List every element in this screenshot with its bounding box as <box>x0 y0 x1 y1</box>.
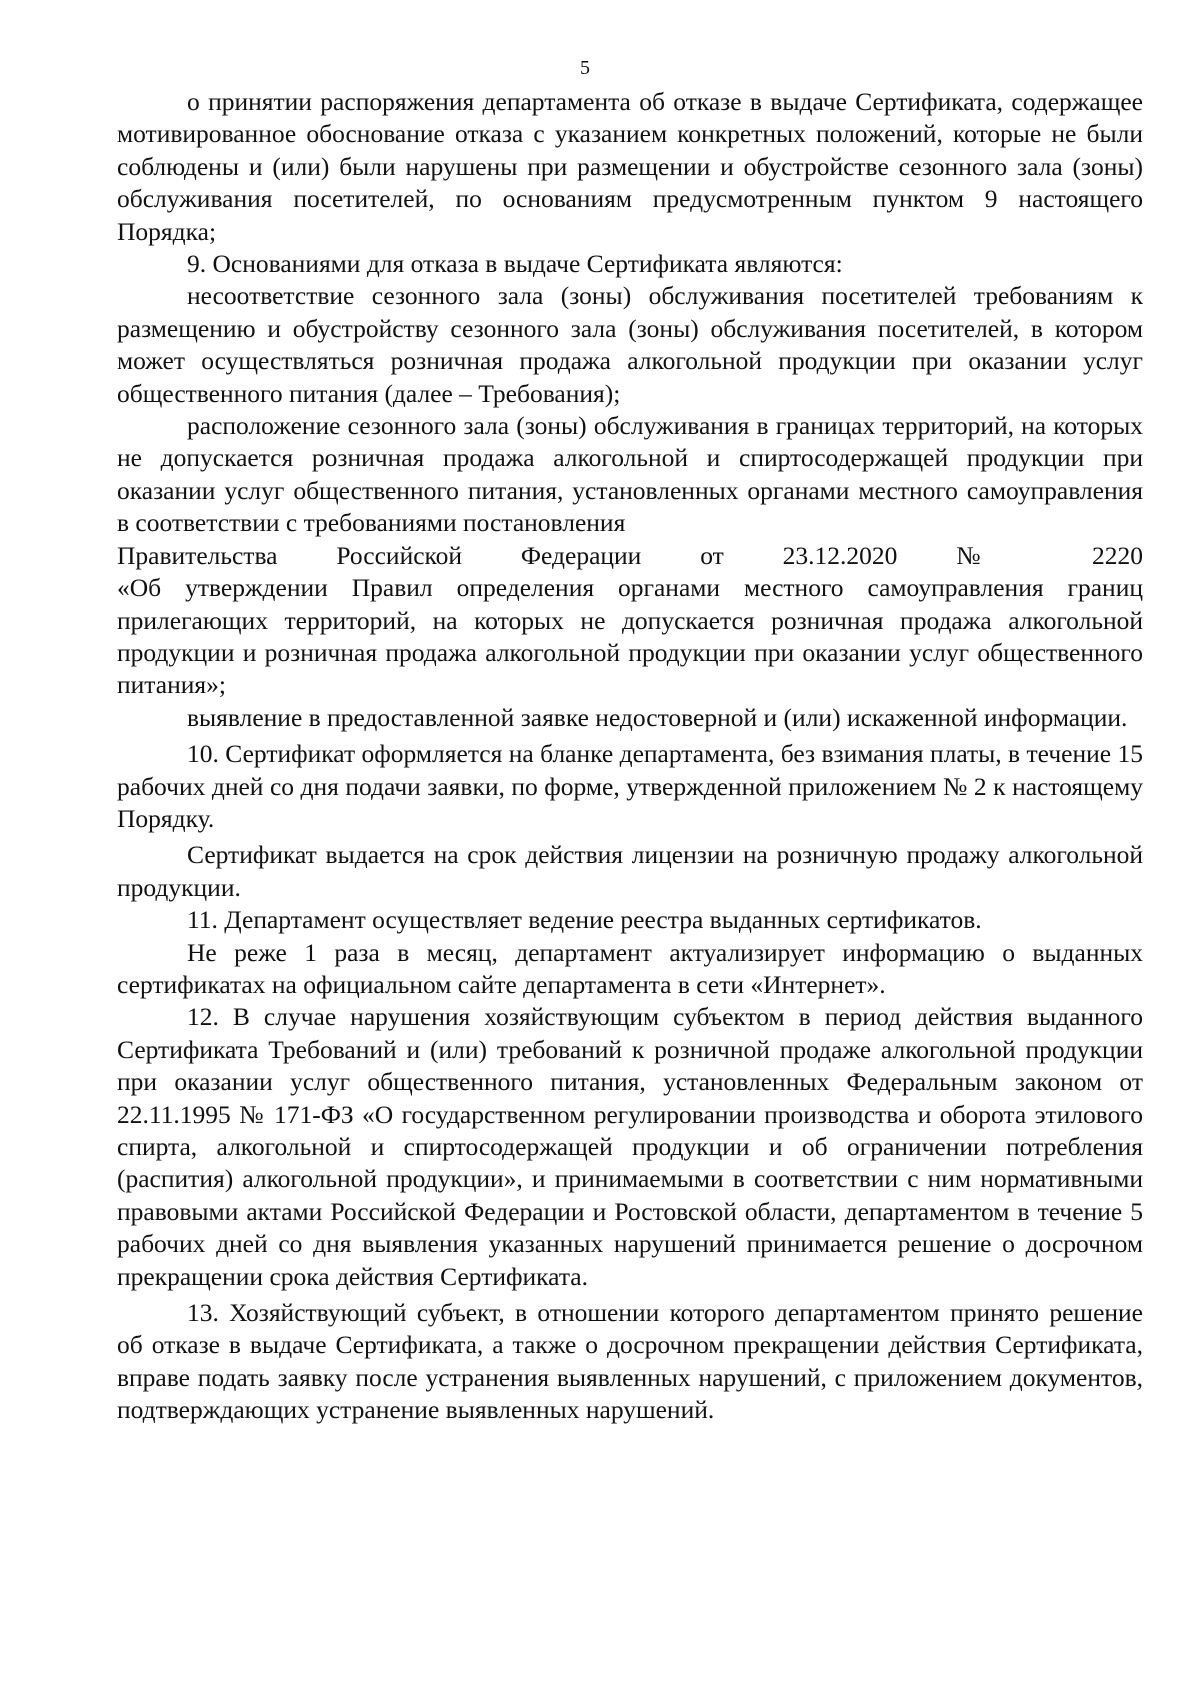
paragraph-certificate-term: Сертификат выдается на срок действия лицензии на розничную продажу алкогольной продукции. <box>117 840 1143 902</box>
paragraph-11: 11. Департамент осуществляет ведение реестра выданных сертификатов. <box>187 905 982 935</box>
paragraph-nonconformity: несоответствие сезонного зала (зоны) обслуживания посетителей требованиям к размещению и обустройству сезонного зала (зоны) обслуживания посетителей, в котором может осуществляться розничная продажа алкогольной продукции при оказании услуг общественного питания (далее – Требования); <box>117 281 1143 408</box>
paragraph-13: 13. Хозяйствующий субъект, в отношении которого департаментом принято решение об отказе в выдаче Сертификата, а также о досрочном прекращении действия Сертификата, вправе подать заявку после устранения выявленных нарушений, с приложением документов, подтверждающих устранение выявленных нарушений. <box>117 1298 1143 1425</box>
paragraph-monthly-update: Не реже 1 раза в месяц, департамент актуализирует информацию о выданных сертификатах на официальном сайте департамента в сети «Интернет». <box>117 937 1143 999</box>
paragraph-12: 12. В случае нарушения хозяйствующим субъектом в период действия выданного Сертификата Требований и (или) требований к розничной продаже алкогольной продукции при оказании услуг общественного питания, установленных Федеральным законом от 22.11.1995 № 171-ФЗ «О государственном регулировании производства и оборота этилового спирта, алкогольной и спиртосодержащей продукции и об ограничении потребления (распития) алкогольной продукции», и принимаемыми в соответствии с ним нормативными правовыми актами Российской Федерации и Ростовской области, департаментом в течение 5 рабочих дней со дня выявления указанных нарушений принимается решение о досрочном прекращении срока действия Сертификата. <box>117 1002 1143 1291</box>
paragraph-location-territories: расположение сезонного зала (зоны) обслуживания в границах территорий, на которых не допускается розничная продажа алкогольной и спиртосодержащей продукции при оказании услуг общественного питания, установленных органами местного самоуправления в соответствии с требованиями постановления <box>117 411 1143 538</box>
paragraph-government-resolution-line <box>117 540 1143 572</box>
paragraph-10: 10. Сертификат оформляется на бланке департамента, без взимания платы, в течение 15 рабочих дней со дня подачи заявки, по форме, утвержденной приложением № 2 к настоящему Порядку. <box>117 739 1143 833</box>
paragraph-9-heading: 9. Основаниями для отказа в выдаче Сертификата являются: <box>187 249 843 279</box>
page-number: 5 <box>580 57 590 79</box>
paragraph-resolution-title: «Об утверждении Правил определения органами местного самоуправления границ прилегающих территорий, на которых не допускается розничная продажа алкогольной продукции и розничная продажа алкогольной продукции при оказании услуг общественного питания»; <box>117 573 1143 700</box>
resolution-reference: Правительства Российской Федерации от 23.12.2020 № 2220 <box>117 540 1143 570</box>
document-body <box>117 86 1143 1427</box>
paragraph-refusal-decision: о принятии распоряжения департамента об отказе в выдаче Сертификата, содержащее мотивированное обоснование отказа с указанием конкретных положений, которые не были соблюдены и (или) были нарушены при размещении и обустройстве сезонного зала (зоны) обслуживания посетителей, по основаниям предусмотренным пунктом 9 настоящего Порядка; <box>117 87 1143 246</box>
paragraph-false-information: выявление в предоставленной заявке недостоверной и (или) искаженной информации. <box>187 702 1128 732</box>
